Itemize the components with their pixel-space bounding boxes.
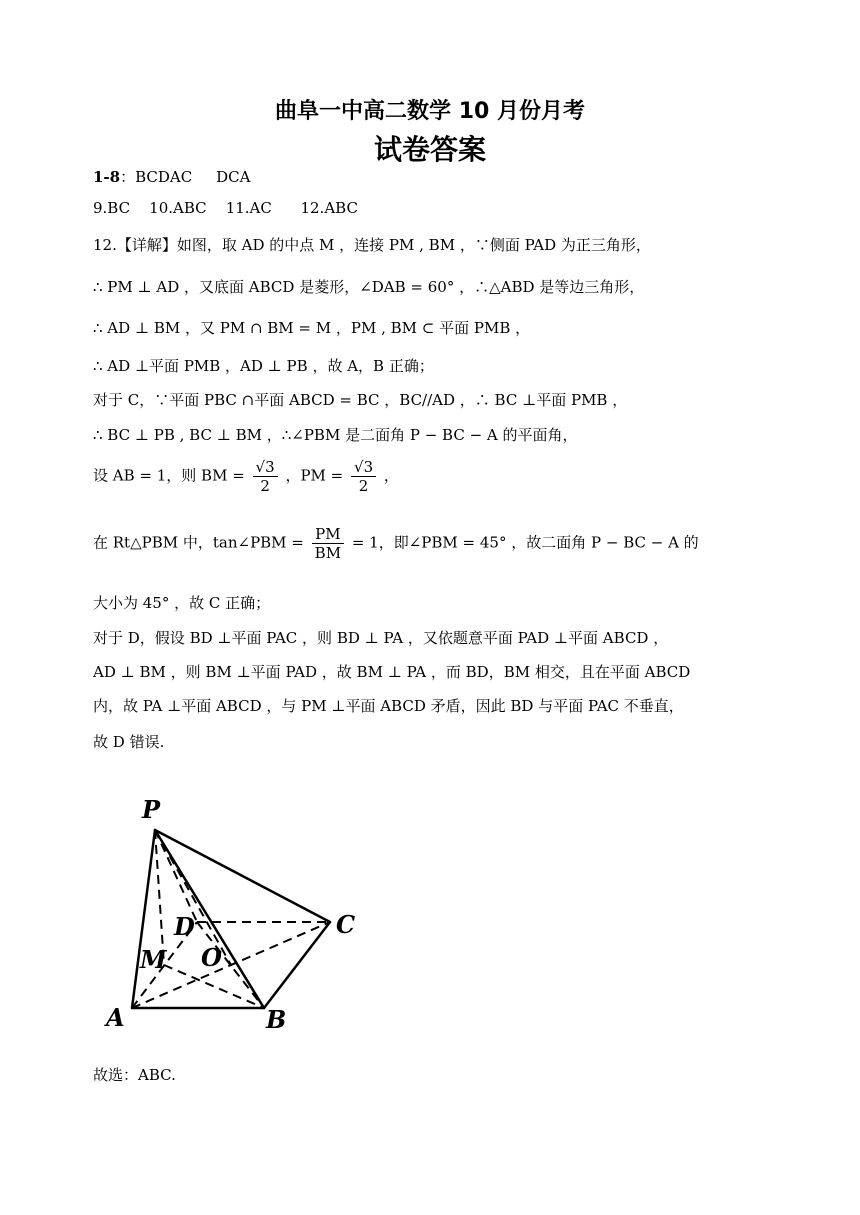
fraction-pm — [351, 458, 376, 495]
line8-text-a: 在 Rt△PBM 中，tan∠PBM = — [93, 533, 304, 552]
edge-pb — [155, 830, 264, 1008]
solution-line-10: 对于 D，假设 BD ⊥平面 PAC ，则 BD ⊥ PA ，又依题意平面 PAD ⊥平面 ABCD ， — [93, 629, 669, 647]
solution-line-2: ∴ PM ⊥ AD ，又底面 ABCD 是菱形，∠DAB = 60° ，∴△ABD 是等边三角形， — [93, 278, 645, 296]
solution-line-5: 对于 C，∵平面 PBC ∩平面 ABCD = BC ，BC//AD ，∴ BC ⊥平面 PMB ， — [93, 391, 628, 409]
mc-label: 1-8 — [93, 168, 121, 186]
solution-line-12: 内，故 PA ⊥平面 ABCD ，与 PM ⊥平面 ABCD 矛盾，因此 BD 与平面 PAC 不垂直， — [93, 697, 684, 715]
solution-line-13: 故 D 错误. — [93, 733, 165, 751]
multi-answers-line: 9.BC 10.ABC 11.AC 12.ABC — [93, 199, 358, 217]
solution-line-7 — [93, 458, 773, 495]
mc-answers-line — [93, 166, 773, 187]
line7-text-c: ， — [383, 466, 399, 485]
fraction-tan-num: PM — [312, 525, 344, 544]
solution-line-11: AD ⊥ BM ，则 BM ⊥平面 PAD ，故 BM ⊥ PA ，而 BD，BM 相交，且在平面 ABCD — [93, 663, 691, 681]
fraction-bm-num: √3 — [253, 458, 278, 477]
page-title: 曲阜一中高二数学 10 月份月考 — [275, 99, 585, 124]
edge-pd — [155, 830, 197, 922]
label-p: P — [142, 795, 161, 824]
solution-line-9: 大小为 45° ，故 C 正确； — [93, 594, 271, 612]
fraction-bm-den: 2 — [260, 477, 270, 495]
line7-text-a: 设 AB = 1，则 BM = — [93, 466, 245, 485]
line8-text-b: = 1，即∠PBM = 45° ，故二面角 P − BC − A 的 — [351, 533, 699, 552]
mc-answers: BCDAC DCA — [135, 168, 251, 186]
label-b: B — [266, 1005, 287, 1034]
solution-line-4: ∴ AD ⊥平面 PMB ，AD ⊥ PB ，故 A，B 正确； — [93, 357, 434, 375]
page-subtitle: 试卷答案 — [373, 133, 486, 166]
conclusion: 故选：ABC. — [93, 1066, 176, 1084]
solution-line-6: ∴ BC ⊥ PB , BC ⊥ BM ，∴∠PBM 是二面角 P − BC − A 的平面角， — [93, 426, 578, 444]
pyramid-figure — [100, 790, 360, 1040]
fraction-tan — [312, 525, 344, 562]
label-a: A — [106, 1003, 125, 1032]
solution-line-3: ∴ AD ⊥ BM ，又 PM ∩ BM = M ，PM , BM ⊂ 平面 PMB ， — [93, 319, 531, 337]
line7-text-b: ，PM = — [285, 466, 344, 485]
fraction-tan-den: BM — [314, 544, 342, 562]
solution-line-8 — [93, 525, 773, 562]
label-m: M — [140, 945, 167, 974]
edge-bc — [264, 922, 330, 1008]
label-c: C — [336, 910, 356, 939]
hidden-edges — [132, 830, 330, 1008]
label-d: D — [174, 912, 195, 941]
fraction-pm-den: 2 — [358, 477, 369, 495]
fraction-pm-num: √3 — [351, 458, 376, 477]
fraction-bm — [253, 458, 278, 495]
mc-sep: ： — [120, 168, 136, 186]
label-o: O — [201, 943, 222, 972]
solid-edges — [132, 830, 330, 1008]
solution-line-1: 12.【详解】如图，取 AD 的中点 M ，连接 PM , BM ，∵侧面 PAD 为正三角形， — [93, 236, 651, 254]
